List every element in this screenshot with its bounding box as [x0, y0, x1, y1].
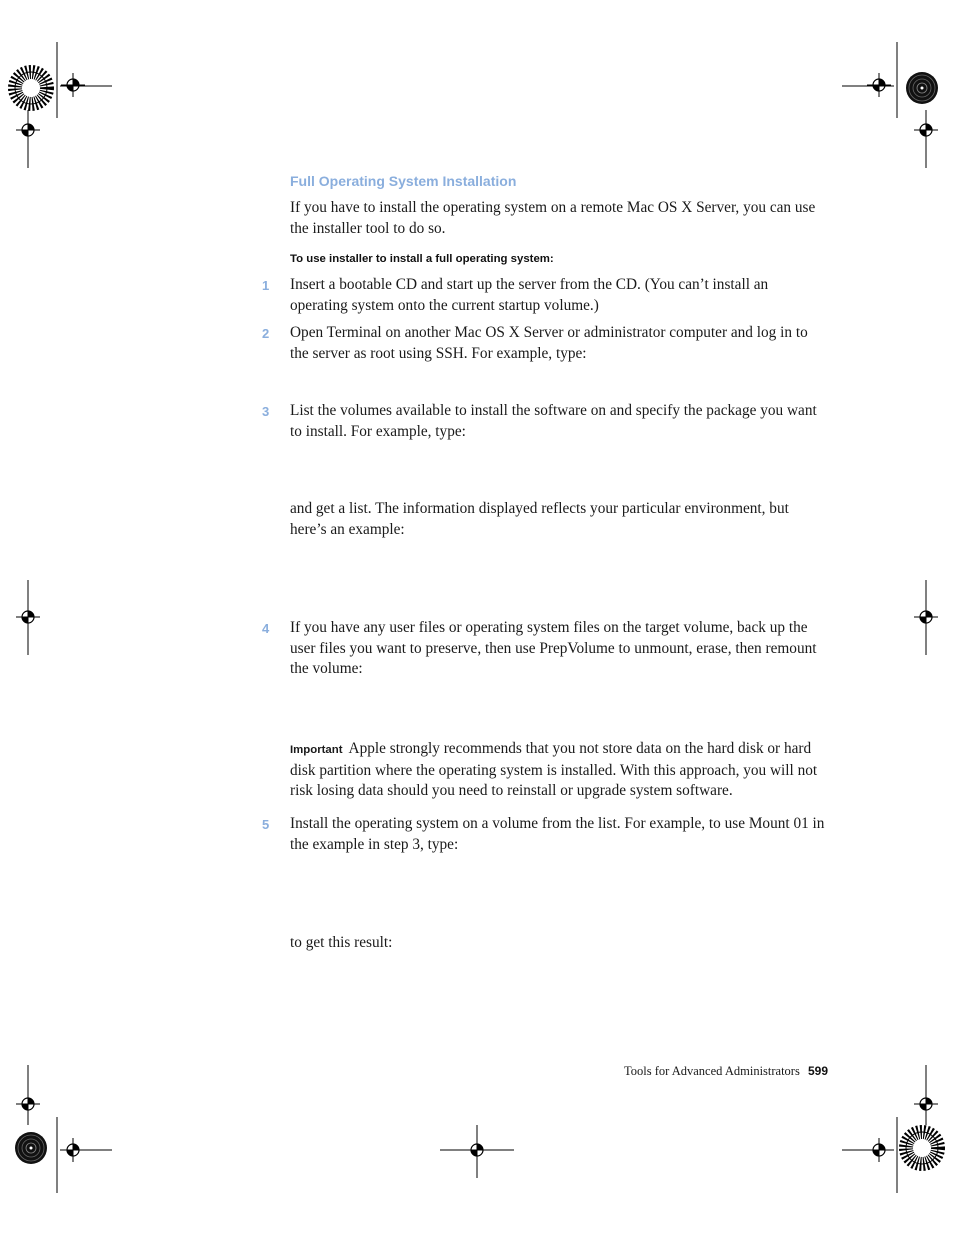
step-number: 5 — [262, 817, 270, 832]
step-number: 2 — [262, 326, 270, 341]
step-text: Install the operating system on a volume from the list. For example, to use Mount 01 in the example in step 3, type: — [290, 815, 825, 853]
registration-mark-bottom-right — [867, 1138, 891, 1162]
registration-mark-left-upper — [16, 118, 40, 142]
registration-mark-bottom-left — [61, 1138, 85, 1162]
step-text: Open Terminal on another Mac OS X Server or administrator computer and log in to the server as root using SSH. For example, type: — [290, 324, 808, 362]
star-target-bottom-right — [906, 1132, 938, 1164]
page-number: 599 — [808, 1064, 829, 1078]
continuation-paragraph: to get this result: — [290, 934, 393, 951]
registration-mark-top-left — [61, 73, 85, 97]
continuation-paragraph: and get a list. The information displayed reflects your particular environment, but here’s an example: — [290, 500, 789, 538]
registration-mark-bottom-center — [465, 1138, 489, 1162]
registration-mark-right-upper — [914, 118, 938, 142]
step-number: 3 — [262, 404, 270, 419]
registration-mark-left-lower — [16, 1092, 40, 1116]
star-target-top-left — [15, 72, 47, 104]
important-label: Important — [290, 744, 343, 756]
crop-mark-top-right — [842, 42, 926, 168]
task-heading: To use installer to install a full operating system: — [290, 253, 554, 265]
star-target-top-right — [906, 72, 938, 104]
registration-mark-right-middle — [914, 605, 938, 629]
step-number: 4 — [262, 621, 270, 636]
star-target-bottom-left — [15, 1132, 47, 1164]
registration-mark-top-right — [867, 73, 891, 97]
important-text: Apple strongly recommends that you not store data on the hard disk or hard disk partition where the operating system is installed. With this approach, you will not risk losing data should you need to reinstall or upgrade system software. — [290, 740, 818, 799]
step-text: List the volumes available to install the software on and specify the package you want to install. For example, type: — [290, 402, 817, 440]
section-title: Full Operating System Installation — [290, 173, 517, 189]
registration-mark-left-middle — [16, 605, 40, 629]
footer-chapter-title: Tools for Advanced Administrators — [624, 1064, 800, 1078]
crop-mark-bottom-left — [28, 1065, 112, 1193]
step-text: Insert a bootable CD and start up the server from the CD. (You can’t install an operating system onto the current startup volume.) — [290, 276, 769, 314]
important-note — [290, 739, 825, 802]
registration-mark-right-lower — [914, 1092, 938, 1116]
step-text: If you have any user files or operating system files on the target volume, back up the user files you want to preserve, then use PrepVolume to unmount, erase, then remount the volume: — [290, 619, 817, 677]
step-number: 1 — [262, 278, 270, 293]
intro-paragraph: If you have to install the operating system on a remote Mac OS X Server, you can use the installer tool to do so. — [290, 199, 816, 237]
